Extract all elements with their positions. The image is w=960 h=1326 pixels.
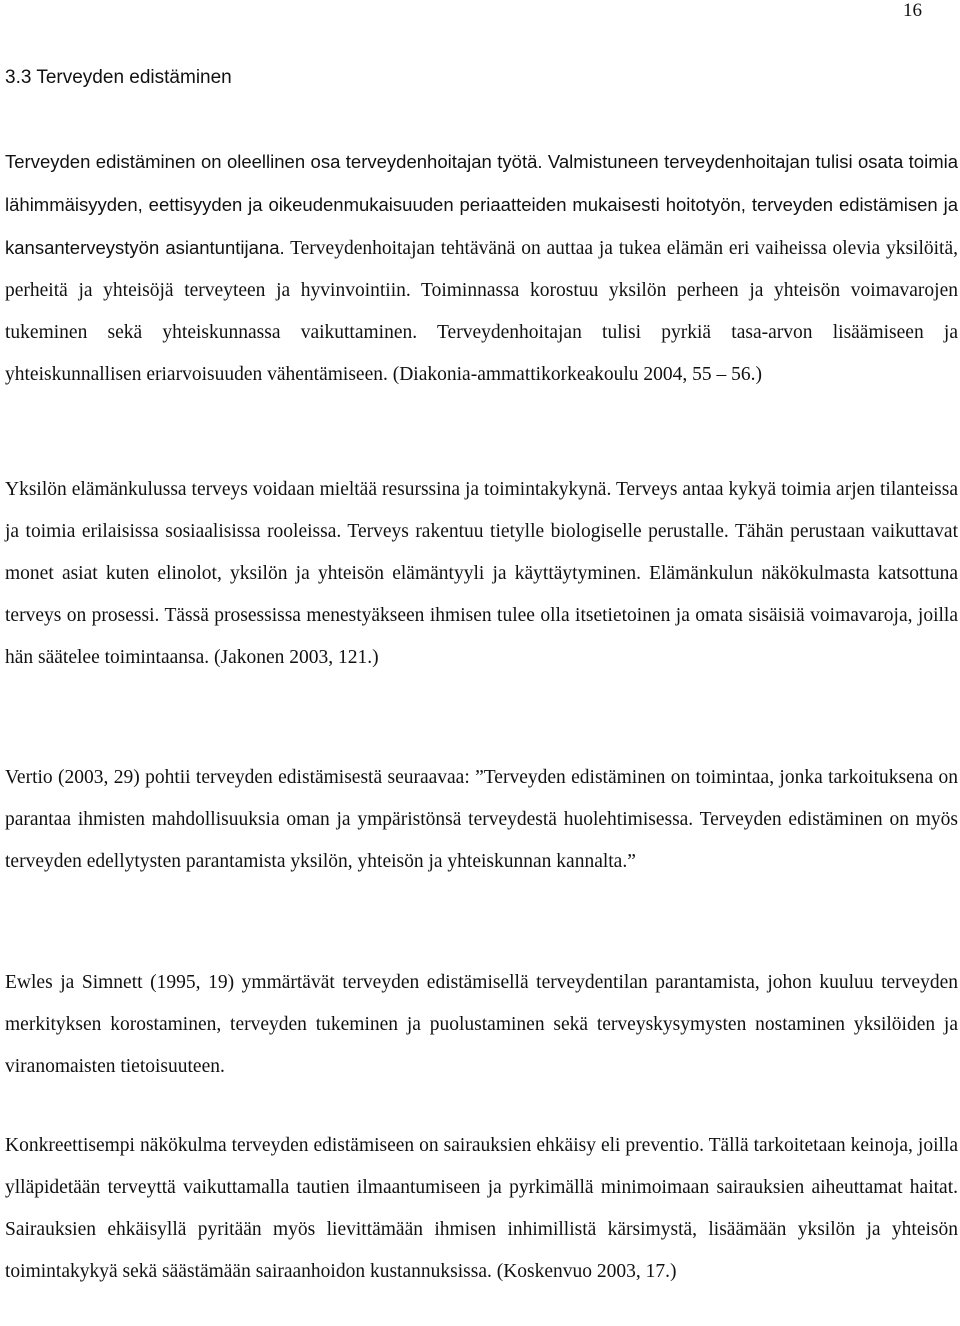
paragraph-1-sentence-2: Terveydenhoitajan tehtävänä on auttaa ja tukea elämän eri vaiheissa olevia yksilöitä, perheitä ja yhteisöjä terveyteen ja hyvinvointiin. Toiminnassa korostuu yksilön perheen ja yhteisön voimavarojen tukeminen sekä yhteiskunnassa vaikuttaminen. xyxy=(5,238,959,343)
paragraph-3-text: Vertio (2003, 29) pohtii terveyden edistämisestä seuraavaa: ”Terveyden edistäminen on toimintaa, jonka tarkoituksena on parantaa ihmisten mahdollisuuksia oman ja ympäristönsä terveydestä huolehtimisessa. Terveyden edistäminen on myös terveyden edellytysten parantamista yksilön, yhteisön ja yhteiskunnan kannalta.” xyxy=(5,767,958,872)
paragraph-1-sentence-3: Terveydenhoitajan tulisi pyrkiä tasa-arvon lisäämiseen ja yhteiskunnallisen eriarvoisuuden vähentämiseen. (Diakonia-ammattikorkeakoulu 2004, 55 – 56.) xyxy=(5,322,958,385)
paragraph-2 xyxy=(5,469,958,679)
paragraph-5 xyxy=(5,1125,958,1293)
paragraph-2-text: Yksilön elämänkulussa terveys voidaan mieltää resurssina ja toimintakykynä. Terveys antaa kykyä toimia arjen tilanteissa ja toimia erilaisissa sosiaalisissa rooleissa. Terveys rakentuu tietylle biologiselle perustalle. Tähän perustaan vaikuttavat monet asiat kuten elinolot, yksilön ja yhteisön elämäntyyli ja käyttäytyminen. Elämänkulun näkökulmasta katsottuna terveys on prosessi. Tässä prosessissa menestyäkseen ihmisen tulee olla itsetietoinen ja omata sisäisiä voimavaroja, joilla hän säätelee toimintaansa. (Jakonen 2003, 121.) xyxy=(5,479,958,668)
paragraph-4-text: Ewles ja Simnett (1995, 19) ymmärtävät terveyden edistämisellä terveydentilan parantamista, johon kuuluu terveyden merkityksen korostaminen, terveyden tukeminen ja puolustaminen sekä terveyskysymysten nostaminen yksilöiden ja viranomaisten tietoisuuteen. xyxy=(5,972,958,1077)
paragraph-5-text: Konkreettisempi näkökulma terveyden edistämiseen on sairauksien ehkäisy eli preventio. Tällä tarkoitetaan keinoja, joilla ylläpidetään terveyttä vaikuttamalla tautien ilmaantumiseen ja pyrkimällä minimoimaan sairauksien aiheuttamat haitat. Sairauksien ehkäisyllä pyritään myös lievittämään ihmisen inhimillistä kärsimystä, lisäämään yksilön ja yhteisön toimintakykyä sekä säästämään sairaanhoidon kustannuksissa. (Koskenvuo 2003, 17.) xyxy=(5,1135,958,1282)
paragraph-3 xyxy=(5,757,958,883)
section-heading: 3.3 Terveyden edistäminen xyxy=(5,67,232,88)
paragraph-1-sentence-1: Terveyden edistäminen on oleellinen osa terveydenhoitajan työtä. Valmistuneen terveydenhoitajan tulisi osata toimia lähimmäisyyden, eettisyyden ja oikeudenmukaisuuden periaatteiden mukaisesti hoitotyön, terveyden edistämisen ja kansanterveystyön asiantuntijana. xyxy=(5,151,958,258)
page-number: 16 xyxy=(903,0,922,21)
paragraph-4 xyxy=(5,962,958,1088)
paragraph-1 xyxy=(5,141,958,396)
